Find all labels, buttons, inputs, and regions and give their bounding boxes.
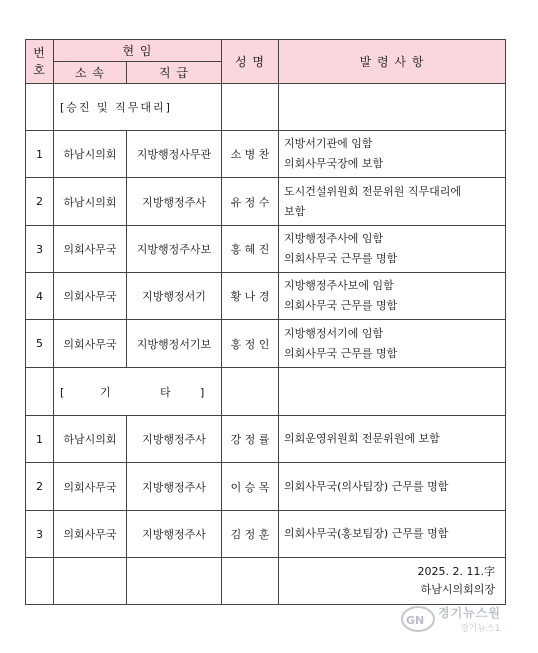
svg-text:GN: GN bbox=[406, 614, 425, 627]
table-row bbox=[26, 131, 506, 178]
row-remarks bbox=[279, 178, 506, 226]
row-affiliation: 의회사무국 bbox=[54, 463, 127, 511]
remarks-line: 지방서기관에 임함 bbox=[284, 137, 373, 150]
header-no bbox=[26, 40, 54, 84]
watermark-subtext: 경기뉴스1 bbox=[460, 624, 501, 634]
row-name: 소 병 찬 bbox=[222, 131, 279, 178]
row-name: 황 나 경 bbox=[222, 273, 279, 320]
footer-signature bbox=[279, 558, 506, 605]
row-rank: 지방행정주사 bbox=[127, 178, 222, 226]
row-no: 1 bbox=[26, 416, 54, 463]
row-remarks bbox=[279, 511, 506, 558]
row-remarks bbox=[279, 131, 506, 178]
row-name: 홍 정 인 bbox=[222, 320, 279, 368]
row-rank: 지방행정사무관 bbox=[127, 131, 222, 178]
remarks-line: 의회사무국 근무를 명함 bbox=[284, 299, 398, 312]
table-row bbox=[26, 511, 506, 558]
row-remarks bbox=[279, 416, 506, 463]
header-current: 현 임 bbox=[54, 40, 222, 62]
row-affiliation: 하남시의회 bbox=[54, 416, 127, 463]
watermark-logo-icon bbox=[398, 602, 438, 636]
remarks-line: 의회사무국장에 보함 bbox=[284, 157, 384, 170]
table-row bbox=[26, 178, 506, 226]
row-rank: 지방행정주사 bbox=[127, 511, 222, 558]
row-no: 3 bbox=[26, 511, 54, 558]
remarks-line: 도시건설위원회 전문위원 직무대리에 bbox=[284, 184, 462, 198]
footer-empty-cell bbox=[26, 558, 54, 605]
section-label bbox=[54, 368, 222, 416]
row-remarks bbox=[279, 320, 506, 368]
section-empty-cell bbox=[26, 368, 54, 416]
section-empty-cell bbox=[279, 368, 506, 416]
header-name: 성 명 bbox=[222, 40, 279, 84]
remarks-line: 의회사무국(홍보팀장) 근무를 명함 bbox=[284, 527, 449, 540]
row-name: 이 승 목 bbox=[222, 463, 279, 511]
row-rank: 지방행정서기보 bbox=[127, 320, 222, 368]
footer-row bbox=[26, 558, 506, 605]
remarks-line: 지방행정서기에 임함 bbox=[284, 326, 384, 340]
header-no-bottom: 호 bbox=[33, 62, 46, 77]
footer-date: 2025. 2. 11.字 bbox=[417, 565, 495, 578]
remarks-line: 의회운영위원회 전문위원에 보함 bbox=[284, 432, 440, 445]
remarks-line: 보함 bbox=[284, 204, 306, 218]
personnel-order-table bbox=[25, 39, 506, 605]
row-no: 2 bbox=[26, 463, 54, 511]
footer-empty-cell bbox=[54, 558, 127, 605]
row-name: 유 정 수 bbox=[222, 178, 279, 226]
row-affiliation: 하남시의회 bbox=[54, 131, 127, 178]
section-empty-cell bbox=[26, 84, 54, 131]
row-rank: 지방행정주사 bbox=[127, 463, 222, 511]
remarks-line: 의회사무국(의사팀장) 근무를 명함 bbox=[284, 479, 449, 493]
row-affiliation: 의회사무국 bbox=[54, 320, 127, 368]
row-affiliation: 하남시의회 bbox=[54, 178, 127, 226]
remarks-line: 지방행정주사에 임함 bbox=[284, 232, 384, 245]
row-affiliation: 의회사무국 bbox=[54, 226, 127, 273]
row-no: 3 bbox=[26, 226, 54, 273]
table-row bbox=[26, 416, 506, 463]
table-row bbox=[26, 273, 506, 320]
footer-issuer: 하남시의회의장 bbox=[420, 583, 495, 596]
row-no: 4 bbox=[26, 273, 54, 320]
label-bracket-open: [ bbox=[60, 385, 65, 399]
news-watermark bbox=[398, 602, 528, 636]
table-row bbox=[26, 320, 506, 368]
row-remarks bbox=[279, 463, 506, 511]
section-row-other bbox=[26, 368, 506, 416]
row-no: 5 bbox=[26, 320, 54, 368]
label-char: 타 bbox=[160, 385, 171, 399]
row-remarks bbox=[279, 273, 506, 320]
header-order: 발 령 사 항 bbox=[279, 40, 506, 84]
footer-empty-cell bbox=[222, 558, 279, 605]
label-char: 기 bbox=[100, 385, 111, 399]
section-empty-cell bbox=[222, 368, 279, 416]
header-no-top: 번 bbox=[33, 45, 46, 60]
remarks-line: 지방행정주사보에 임함 bbox=[284, 279, 394, 292]
table-row bbox=[26, 463, 506, 511]
section-empty-cell bbox=[222, 84, 279, 131]
remarks-line: 의회사무국 근무를 명함 bbox=[284, 346, 398, 360]
row-affiliation: 의회사무국 bbox=[54, 273, 127, 320]
table-row bbox=[26, 226, 506, 273]
label-bracket-close: ] bbox=[200, 385, 205, 399]
row-no: 1 bbox=[26, 131, 54, 178]
row-name: 홍 혜 진 bbox=[222, 226, 279, 273]
section-label: [승진 및 직무대리] bbox=[54, 84, 222, 131]
row-name: 강 정 률 bbox=[222, 416, 279, 463]
row-no: 2 bbox=[26, 178, 54, 226]
footer-empty-cell bbox=[127, 558, 222, 605]
section-empty-cell bbox=[279, 84, 506, 131]
row-rank: 지방행정주사보 bbox=[127, 226, 222, 273]
row-remarks bbox=[279, 226, 506, 273]
header-rank: 직 급 bbox=[127, 62, 222, 84]
remarks-line: 의회사무국 근무를 명함 bbox=[284, 252, 398, 265]
row-rank: 지방행정서기 bbox=[127, 273, 222, 320]
section-row-promotion bbox=[26, 84, 506, 131]
watermark-text: 경기뉴스원 bbox=[438, 606, 501, 620]
row-affiliation: 의회사무국 bbox=[54, 511, 127, 558]
header-affiliation: 소 속 bbox=[54, 62, 127, 84]
row-name: 김 정 훈 bbox=[222, 511, 279, 558]
row-rank: 지방행정주사 bbox=[127, 416, 222, 463]
